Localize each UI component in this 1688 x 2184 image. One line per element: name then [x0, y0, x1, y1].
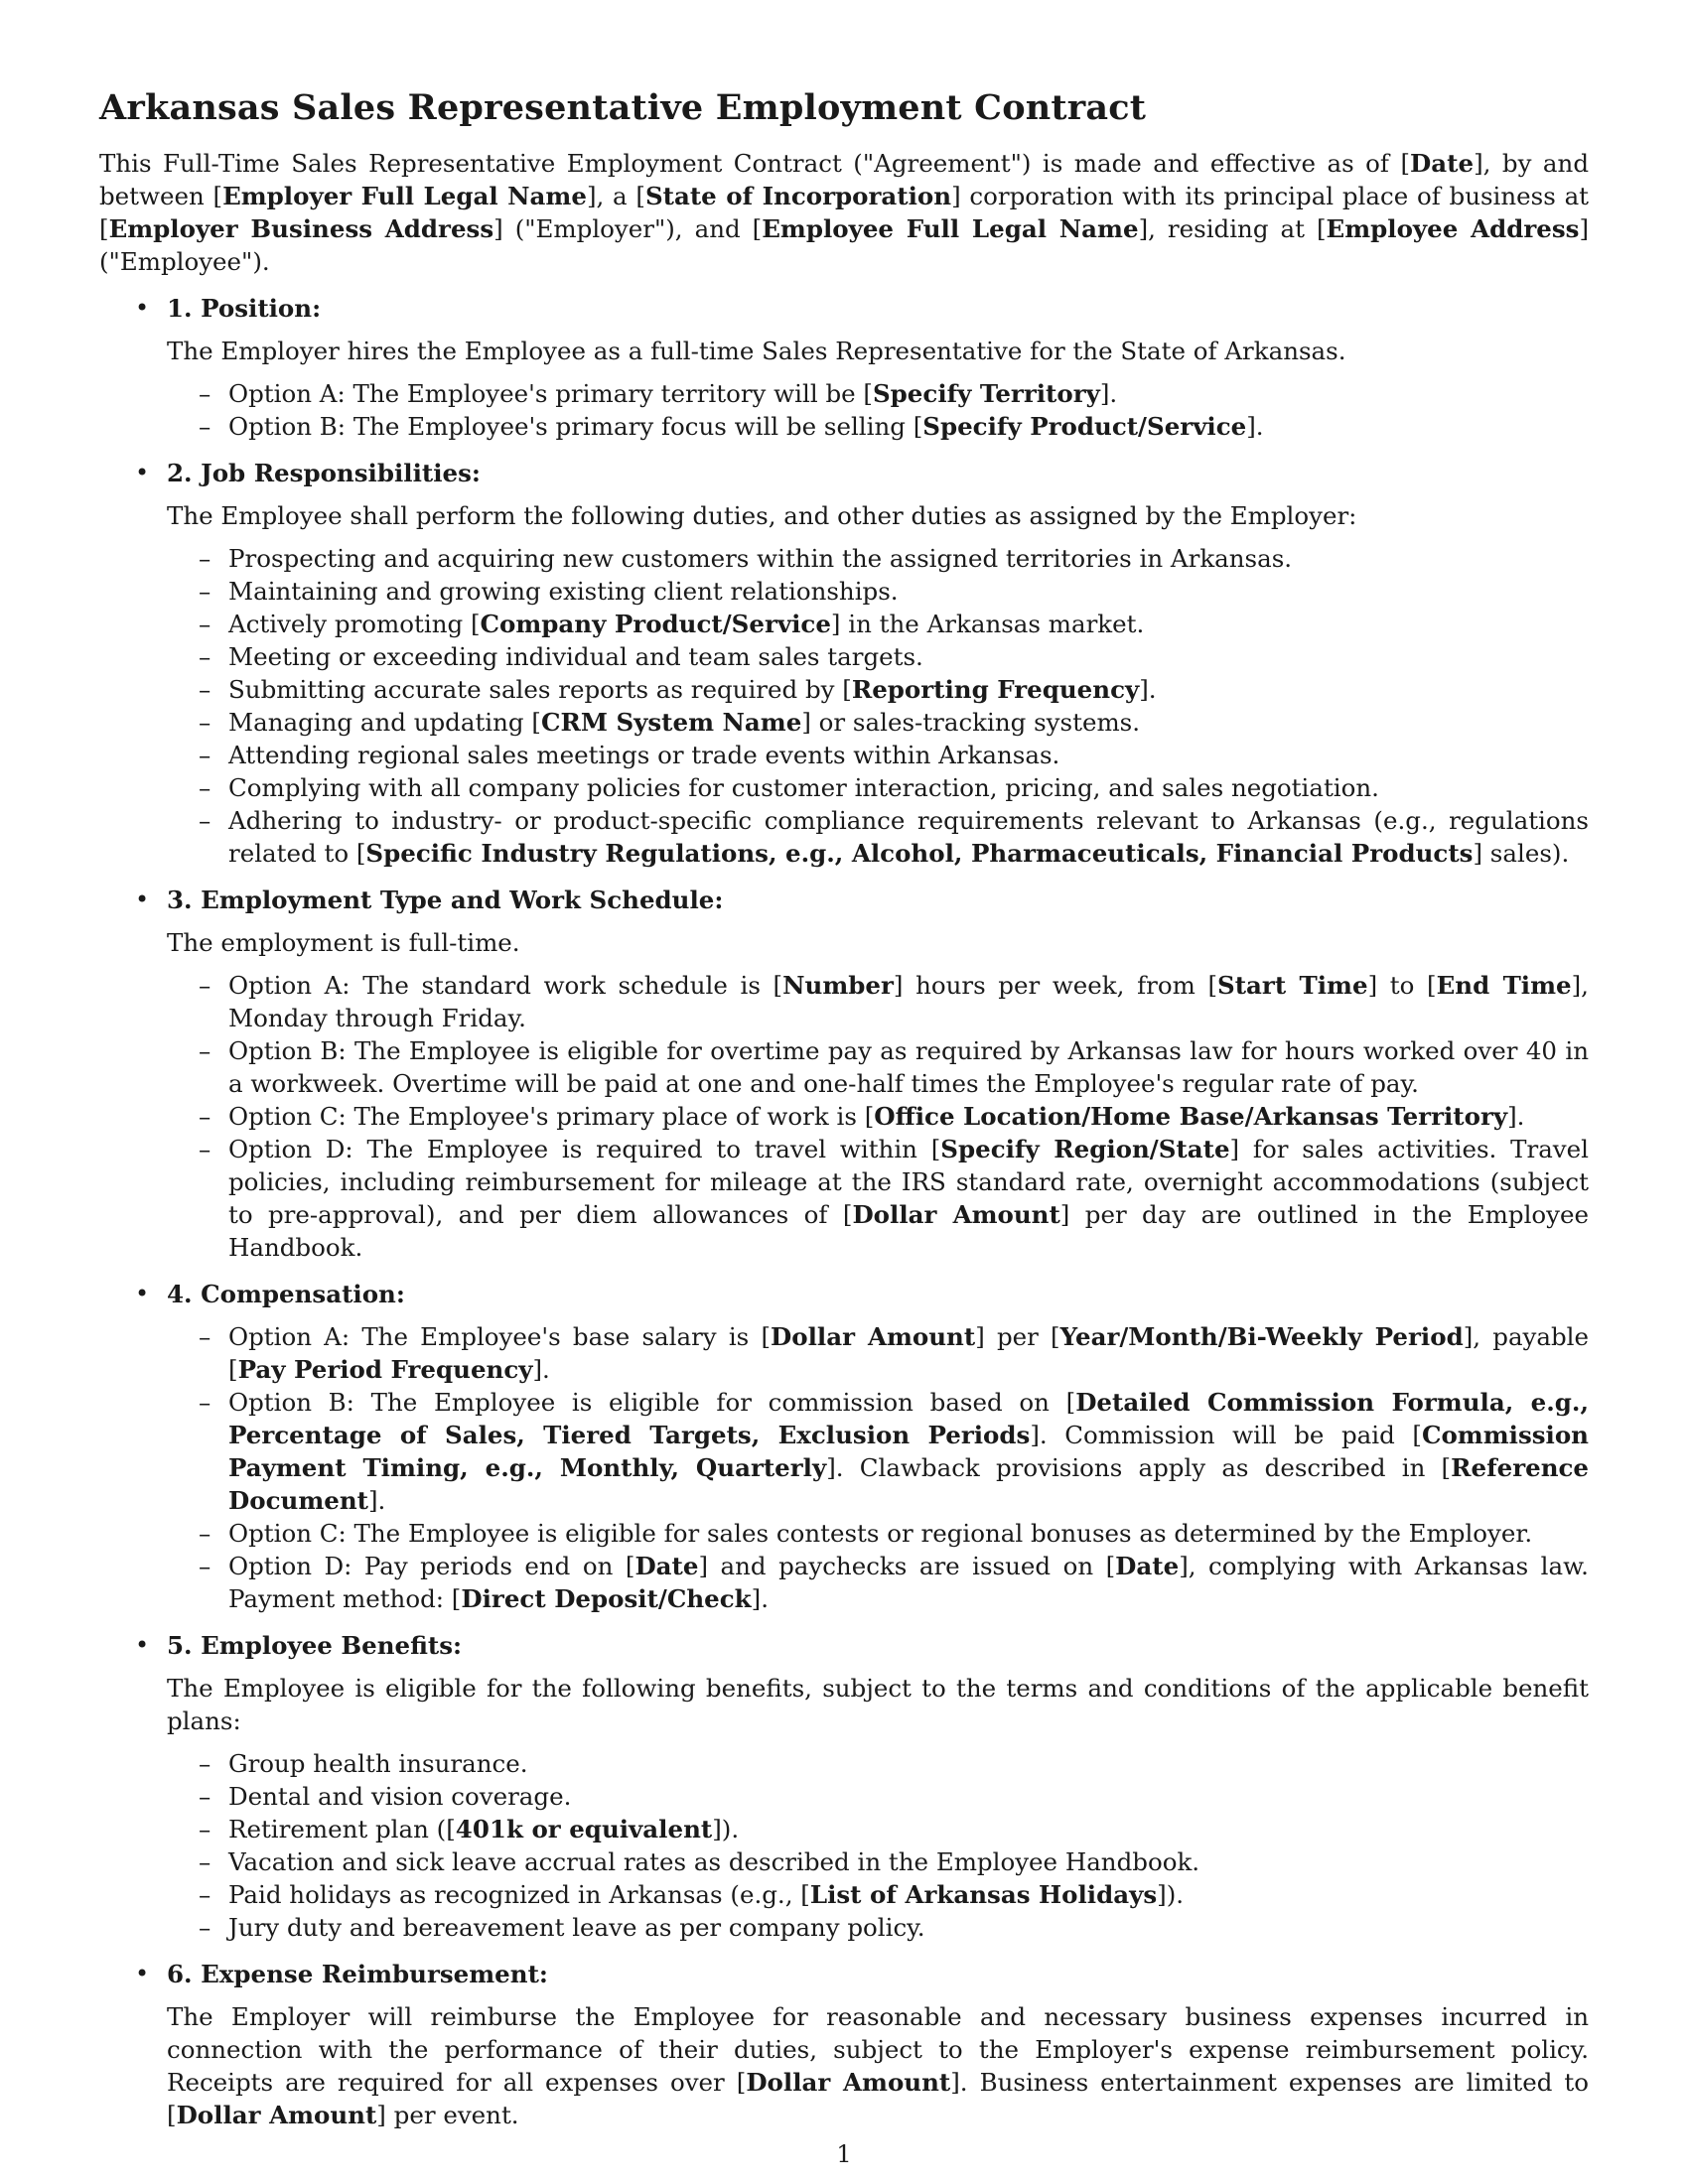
- section-description: The Employer hires the Employee as a full-time Sales Representative for the State of Arkansas.: [167, 337, 1346, 365]
- placeholder-field: Year/Month/Bi-Weekly Period: [1059, 1322, 1464, 1351]
- intro-paragraph: This Full-Time Sales Representative Employment Contract ("Agreement") is made and effective as of [Date], by and between [Employer Full Legal Name], a [State of Incorporation] corporation with its principal place of business at [Employer Business Address] ("Employer"), and [Employee Full Legal Name], residing at [Employee Address] ("Employee").: [99, 149, 1590, 276]
- placeholder-field: Reporting Frequency: [851, 675, 1140, 704]
- section-item: – Managing and updating [CRM System Name] or sales-tracking systems.: [167, 706, 1589, 739]
- contract-section: [99, 292, 1589, 443]
- section-description: The Employee shall perform the following duties, and other duties as assigned by the Employer:: [167, 501, 1357, 530]
- placeholder-field: List of Arkansas Holidays: [809, 1880, 1158, 1909]
- placeholder-field: Direct Deposit/Check: [461, 1584, 752, 1613]
- section-item: – Attending regional sales meetings or trade events within Arkansas.: [167, 739, 1589, 771]
- section-items: [167, 1320, 1589, 1615]
- document-title: Arkansas Sales Representative Employment Contract: [99, 87, 1147, 128]
- section-item: – Submitting accurate sales reports as required by [Reporting Frequency].: [167, 673, 1589, 706]
- contract-section: [99, 457, 1589, 870]
- section-title: • 1. Position:: [167, 294, 322, 323]
- placeholder-field: Specify Product/Service: [922, 412, 1247, 441]
- contract-section: [99, 1629, 1589, 1944]
- section-title: • 4. Compensation:: [167, 1280, 405, 1308]
- section-item: – Option D: Pay periods end on [Date] and paychecks are issued on [Date], complying with Arkansas law. Payment method: [Direct Deposit/Check].: [167, 1550, 1589, 1615]
- section-item: – Dental and vision coverage.: [167, 1780, 1589, 1813]
- contract-section: [99, 1278, 1589, 1615]
- placeholder-field: Date: [1115, 1552, 1180, 1580]
- section-item: – Paid holidays as recognized in Arkansas (e.g., [List of Arkansas Holidays]).: [167, 1878, 1589, 1911]
- section-item: – Option C: The Employee is eligible for sales contests or regional bonuses as determined by the Employer.: [167, 1517, 1589, 1550]
- placeholder-field: Employer Full Legal Name: [222, 182, 587, 210]
- section-title: • 5. Employee Benefits:: [167, 1631, 463, 1660]
- section-item: – Option B: The Employee is eligible for overtime pay as required by Arkansas law for hours worked over 40 in a workweek. Overtime will be paid at one and one-half times the Employee's regular rate of pay.: [167, 1034, 1589, 1100]
- section-description: The employment is full-time.: [167, 928, 520, 957]
- section-title: • 6. Expense Reimbursement:: [167, 1960, 548, 1988]
- placeholder-field: Employer Business Address: [108, 214, 494, 243]
- section-item: – Adhering to industry- or product-specific compliance requirements relevant to Arkansas (e.g., regulations related to [Specific Industry Regulations, e.g., Alcohol, Pharmaceuticals, Financial Products] sales).: [167, 804, 1589, 870]
- section-description: The Employer will reimburse the Employee for reasonable and necessary business expenses incurred in connection with the performance of their duties, subject to the Employer's expense reimbursement policy. Receipts are required for all expenses over [Dollar Amount]. Business entertainment expenses are limited to [Dollar Amount] per event.: [167, 2002, 1589, 2129]
- section-item: – Option B: The Employee is eligible for commission based on [Detailed Commission Formula, e.g., Percentage of Sales, Tiered Targets, Exclusion Periods]. Commission will be paid [Commission Payment Timing, e.g., Monthly, Quarterly]. Clawback provisions apply as described in [Reference Document].: [167, 1386, 1589, 1517]
- section-items: [167, 542, 1589, 870]
- section-item: – Prospecting and acquiring new customers within the assigned territories in Arkansas.: [167, 542, 1589, 575]
- section-item: – Option A: The Employee's base salary is [Dollar Amount] per [Year/Month/Bi-Weekly Period], payable [Pay Period Frequency].: [167, 1320, 1589, 1386]
- placeholder-field: Specify Region/State: [940, 1135, 1230, 1163]
- placeholder-field: Start Time: [1217, 971, 1368, 1000]
- placeholder-field: Dollar Amount: [746, 2068, 951, 2097]
- placeholder-field: Specific Industry Regulations, e.g., Alcohol, Pharmaceuticals, Financial Products: [365, 839, 1474, 868]
- section-item: – Vacation and sick leave accrual rates as described in the Employee Handbook.: [167, 1845, 1589, 1878]
- placeholder-field: Detailed Commission Formula, e.g., Percentage of Sales, Tiered Targets, Exclusion Periods: [228, 1388, 1589, 1449]
- section-item: – Option A: The standard work schedule is [Number] hours per week, from [Start Time] to [End Time], Monday through Friday.: [167, 969, 1589, 1034]
- section-item: – Meeting or exceeding individual and team sales targets.: [167, 640, 1589, 673]
- section-title: • 3. Employment Type and Work Schedule:: [167, 886, 724, 914]
- page-number: 1: [836, 2140, 852, 2168]
- section-item: – Option D: The Employee is required to travel within [Specify Region/State] for sales activities. Travel policies, including reimbursement for mileage at the IRS standard rate, overnight accommodations (subject to pre-approval), and per diem allowances of [Dollar Amount] per day are outlined in the Employee Handbook.: [167, 1133, 1589, 1264]
- section-item: – Complying with all company policies for customer interaction, pricing, and sales negotiation.: [167, 771, 1589, 804]
- section-item: – Group health insurance.: [167, 1747, 1589, 1780]
- placeholder-field: Date: [1410, 149, 1475, 178]
- placeholder-field: Commission Payment Timing, e.g., Monthly, Quarterly: [228, 1421, 1589, 1482]
- section-item: – Option C: The Employee's primary place of work is [Office Location/Home Base/Arkansas Territory].: [167, 1100, 1589, 1133]
- placeholder-field: Company Product/Service: [480, 610, 831, 638]
- contract-section: [99, 1958, 1589, 2131]
- placeholder-field: Dollar Amount: [852, 1200, 1060, 1229]
- section-item: – Option A: The Employee's primary territory will be [Specify Territory].: [167, 377, 1589, 410]
- section-items: [167, 377, 1589, 443]
- placeholder-field: Employee Full Legal Name: [762, 214, 1139, 243]
- section-title: • 2. Job Responsibilities:: [167, 459, 481, 487]
- placeholder-field: 401k or equivalent: [455, 1815, 713, 1843]
- placeholder-field: Number: [782, 971, 894, 1000]
- placeholder-field: Pay Period Frequency: [237, 1355, 533, 1384]
- section-items: [167, 969, 1589, 1264]
- section-item: – Option B: The Employee's primary focus will be selling [Specify Product/Service].: [167, 410, 1589, 443]
- placeholder-field: Dollar Amount: [771, 1322, 976, 1351]
- placeholder-field: State of Incorporation: [644, 182, 952, 210]
- placeholder-field: CRM System Name: [540, 708, 802, 737]
- placeholder-field: Dollar Amount: [176, 2101, 377, 2129]
- placeholder-field: Date: [634, 1552, 699, 1580]
- sections-list: [99, 292, 1589, 2131]
- section-items: [167, 1747, 1589, 1944]
- placeholder-field: End Time: [1436, 971, 1572, 1000]
- section-item: – Jury duty and bereavement leave as per company policy.: [167, 1911, 1589, 1944]
- section-description: The Employee is eligible for the following benefits, subject to the terms and conditions of the applicable benefit plans:: [167, 1674, 1589, 1735]
- section-item: – Retirement plan ([401k or equivalent]).: [167, 1813, 1589, 1845]
- placeholder-field: Specify Territory: [872, 379, 1100, 408]
- section-item: – Maintaining and growing existing client relationships.: [167, 575, 1589, 608]
- contract-page: [99, 87, 1589, 2145]
- section-item: – Actively promoting [Company Product/Service] in the Arkansas market.: [167, 608, 1589, 640]
- placeholder-field: Employee Address: [1326, 214, 1580, 243]
- placeholder-field: Reference Document: [228, 1453, 1590, 1515]
- contract-section: [99, 884, 1589, 1264]
- placeholder-field: Office Location/Home Base/Arkansas Territory: [874, 1102, 1508, 1131]
